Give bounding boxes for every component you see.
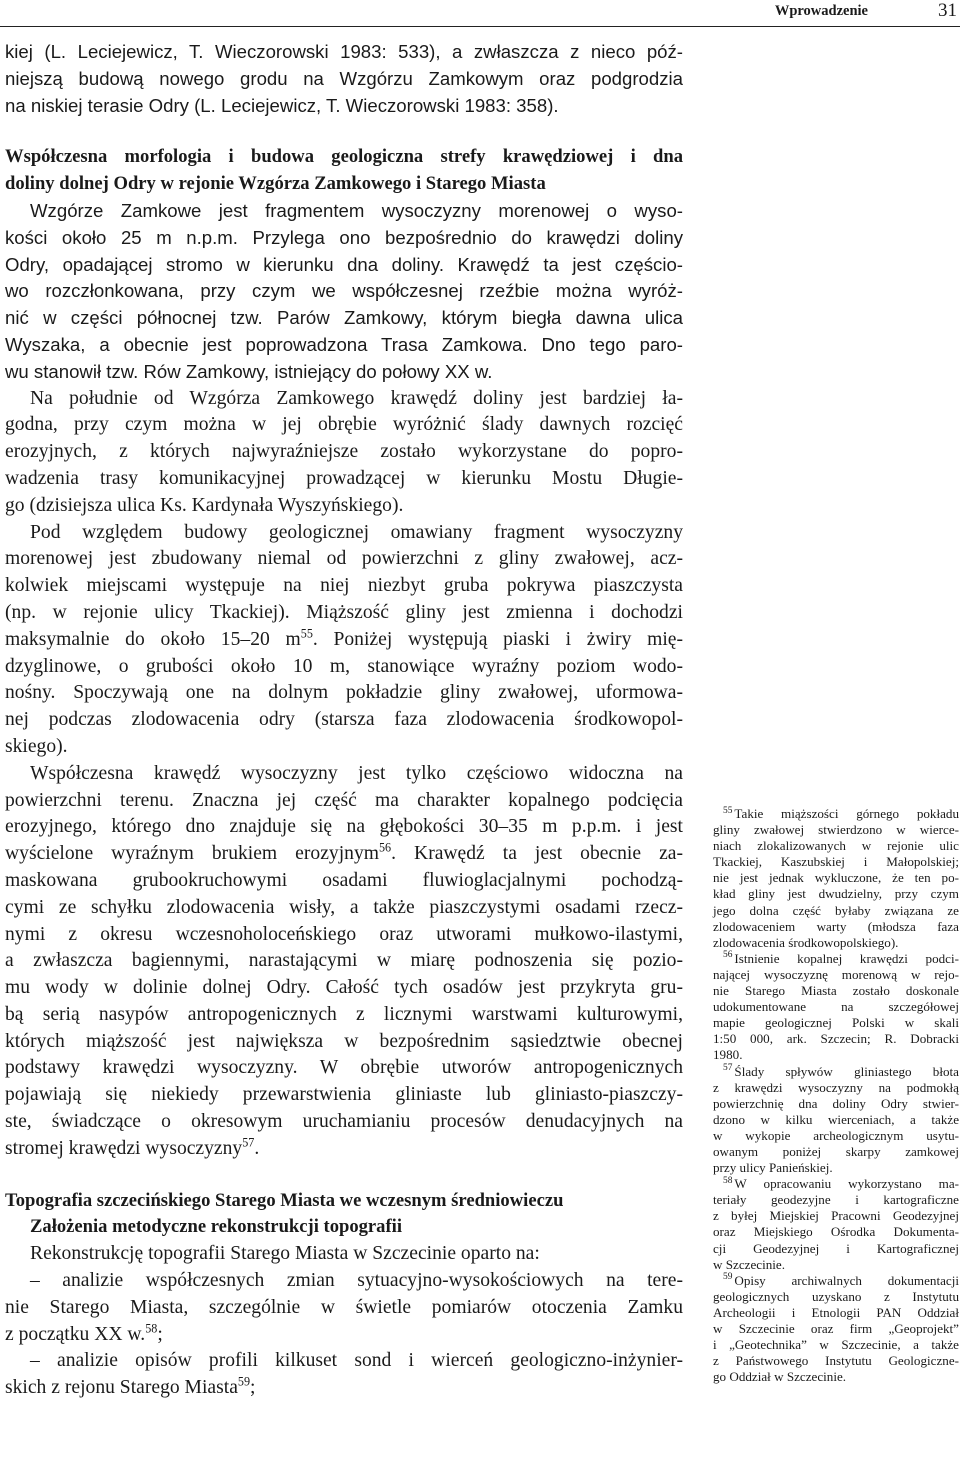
text-line: mu wody w dolinie dolnej Odry. Całość tych osadów jest przykryta gru- xyxy=(5,977,683,999)
text-line: nymi z okresu wczesnoholoceńskiego oraz utworami mułkowo-ilastymi, xyxy=(5,923,683,945)
text-line: pojawiają się niekiedy przewarstwienia gliniaste lub gliniasto-piaszczy- xyxy=(5,1084,683,1106)
footnote-line: go Oddział w Szczecinie. xyxy=(713,1369,847,1385)
footnote-line: nie jest jednak wykluczone, że ten po- xyxy=(713,870,959,886)
footnote-line xyxy=(713,1273,959,1289)
list-item-line xyxy=(5,1375,683,1402)
section-2-heading xyxy=(5,1188,683,1215)
list-item-line: – analizie współczesnych zmian sytuacyjno-wysokościowych na tere- xyxy=(30,1270,683,1292)
text-line: nej podczas zlodowacenia odry (starsza faza zlodowacenia środkowopol- xyxy=(5,709,683,731)
method-list xyxy=(5,1241,683,1402)
footnote-line: z krawędzi wysoczyzny na podmokłą xyxy=(713,1079,959,1095)
footnote-line: jego dolna część byłaby związana ze xyxy=(713,902,959,918)
footnote-number: 57 xyxy=(723,1063,733,1074)
text-line: kości około 25 m n.p.m. Przylega ono bezpośrednio do krawędzi doliny xyxy=(5,226,683,248)
text-line: kiej (L. Leciejewicz, T. Wieczorowski 1983: 533), a zwłaszcza z nieco póź- xyxy=(5,41,683,62)
text-line: erozyjnych, z których najwyraźniejsze zostało wykorzystane do popro- xyxy=(5,441,683,463)
footnote-line: cji Geodezyjnej i Kartograficznej xyxy=(713,1240,959,1256)
text-line: których miąższość jest największa w bezpośrednim sąsiedztwie obecnej xyxy=(5,1030,683,1052)
footnote-line: zlodowaceniem warty (młodsza faza xyxy=(713,918,959,934)
text-line xyxy=(5,627,683,654)
running-header xyxy=(0,0,960,27)
main-text-column xyxy=(5,39,683,1402)
text-segment: stromej krawędzi wysoczyzny xyxy=(5,1137,243,1159)
footnote-line xyxy=(713,806,959,822)
footnote-line: Tkackiej, Kaszubskiej i Małopolskiej; xyxy=(713,854,959,870)
text-line: erozyjnego, którego dno znajduje się na głębokości 30–35 m p.p.m. i jest xyxy=(5,816,683,838)
footnote-line: w Szczecinie. xyxy=(713,1256,785,1272)
footnote-line: owanym poniżej skarpy zamkowej xyxy=(713,1143,959,1159)
footnote-number: 55 xyxy=(723,805,733,816)
footnote-ref-56[interactable]: 56 xyxy=(378,840,392,855)
footnote-line: geologicznych uzyskano z Instytutu xyxy=(713,1288,959,1304)
text-line xyxy=(5,841,683,868)
footnote-59 xyxy=(713,1273,959,1386)
text-line: nośny. Spoczywają one na dolnym pokładzie gliny zwałowej, uformowa- xyxy=(5,682,683,704)
text-line: niejszą budową nowego grodu na Wzgórzu Zamkowym oraz podgrodzia xyxy=(5,67,683,89)
text-line: morenowej jest zbudowany niemal od powierzchni z gliny zwałowej, acz- xyxy=(5,548,683,570)
page-number: 31 xyxy=(938,0,957,21)
footnote-line: z Państwowego Instytutu Geologiczne- xyxy=(713,1353,959,1369)
text-line: Pod względem budowy geologicznej omawiany fragment wysoczyzny xyxy=(30,521,683,543)
text-segment: Ślady spływów gliniastego błota xyxy=(734,1063,959,1079)
footnote-ref-57[interactable]: 57 xyxy=(242,1135,255,1150)
text-segment: z początku XX w. xyxy=(5,1323,146,1345)
heading-line: doliny dolnej Odry w rejonie Wzgórza Zamkowego i Starego Miasta xyxy=(5,173,546,195)
text-line: skiego). xyxy=(5,735,68,757)
footnote-number: 59 xyxy=(723,1272,733,1283)
section-heading xyxy=(5,144,683,198)
text-line: Wzgórze Zamkowe jest fragmentem wysoczyzny morenowej o wyso- xyxy=(30,199,683,221)
footnote-line: teriały geodezyjne i kartograficzne xyxy=(713,1192,959,1208)
footnote-line: w wykopie archeologicznym usytu- xyxy=(713,1127,959,1143)
footnote-line: nie Starego Miasta zostało doskonale xyxy=(713,983,959,999)
text-segment: ; xyxy=(250,1377,256,1399)
footnote-line xyxy=(713,1176,959,1192)
text-segment: Takie miąższości górnego pokładu xyxy=(734,806,959,821)
footnote-line xyxy=(713,951,959,967)
footnote-ref-59[interactable]: 59 xyxy=(237,1374,251,1389)
text-line: ste, świadczące o okresowym uruchamianiu procesów denudacyjnych na xyxy=(5,1111,683,1133)
footnote-line: mapie geologicznej Polski w skali xyxy=(713,1015,959,1031)
running-header-title: Wprowadzenie xyxy=(774,3,868,19)
text-line: Współczesna krawędź wysoczyzny jest tylko częściowo widoczna na xyxy=(30,762,683,784)
text-line: godna, przy czym można w jej obrębie wyróżnić ślady dawnych rozcięć xyxy=(5,414,683,436)
heading-line: Topografia szczecińskiego Starego Miasta we wczesnym średniowieczu xyxy=(5,1189,564,1211)
text-line: dzyglinowe, o grubości około 10 m, stanowiące wyraźny poziom wodo- xyxy=(5,655,683,677)
text-line: kolwiek miejscami występuje na niej niezbyt gruba pokrywa piaszczysta xyxy=(5,575,683,597)
text-line: wo rozczłonkowana, przy czym we współczesnej rzeźbie można wyróż- xyxy=(5,280,683,302)
footnote-line: zlodowacenia środkowopolskiego). xyxy=(713,934,899,950)
text-line: wadzenia trasy komunikacyjnej prowadzącej w kierunku Mostu Długie- xyxy=(5,467,683,489)
footnote-58 xyxy=(713,1176,959,1273)
text-line: Wyszaka, a obecnie jest poprowadzona Trasa Zamkowa. Dno tego paro- xyxy=(5,333,683,355)
text-line: cymi ze schyłku zlodowacenia wisły, a także piaszczystymi osadami rzecz- xyxy=(5,896,683,918)
subheading-line: Założenia metodyczne rekonstrukcji topografii xyxy=(30,1216,403,1238)
text-line xyxy=(5,1136,683,1163)
footnote-line: powierzchnię dna doliny Odry stwier- xyxy=(713,1095,959,1111)
text-line: powierzchni terenu. Znaczna jej część ma charakter kopalnego podcięcia xyxy=(5,789,683,811)
section-2-subheading xyxy=(5,1214,683,1241)
footnote-line: przy ulicy Panieńskiej. xyxy=(713,1160,833,1176)
footnote-line: w Szczecinie oraz firm „Geoprojekt” xyxy=(713,1321,959,1336)
footnote-56 xyxy=(713,951,959,1064)
text-segment: W opracowaniu wykorzystano ma- xyxy=(734,1176,959,1192)
text-line: nić w części północnej tzw. Parów Zamkowy, którym biegła dawna ulica xyxy=(5,307,683,329)
text-line: maskowana grubookruchowymi osadami fluwioglacjalnymi pochodzą- xyxy=(5,869,683,891)
text-segment: Opisy archiwalnych dokumentacji xyxy=(734,1272,959,1288)
footnote-line: udokumentowane na szczegółowej xyxy=(713,999,959,1015)
footnote-ref-55[interactable]: 55 xyxy=(300,626,313,641)
footnote-line: oraz Miejskiego Ośrodka Dokumenta- xyxy=(713,1224,959,1240)
footnote-line: i „Geotechnika” w Szczecinie, a także xyxy=(713,1337,959,1353)
text-line: Odry, opadającej stromo w kierunku dna doliny. Krawędź ta jest częścio- xyxy=(5,253,683,275)
footnotes-column xyxy=(713,806,959,1385)
heading-line: Współczesna morfologia i budowa geologiczna strefy krawędziowej i dna xyxy=(5,146,683,168)
footnote-number: 56 xyxy=(723,950,733,961)
text-segment: . Krawędź ta jest obecnie za- xyxy=(391,843,684,865)
list-item-line: – analizie opisów profili kilkuset sond i wierceń geologiczno-inżynier- xyxy=(30,1350,683,1372)
paragraph-1 xyxy=(5,198,683,386)
footnote-ref-58[interactable]: 58 xyxy=(145,1321,158,1336)
paragraph-4 xyxy=(5,761,683,1163)
paragraph-2 xyxy=(5,386,683,520)
text-segment: skich z rejonu Starego Miasta xyxy=(5,1377,238,1399)
text-segment: maksymalnie do około 15–20 m xyxy=(5,628,301,650)
text-line: wu stanowił tzw. Rów Zamkowy, istniejący do połowy XX w. xyxy=(5,360,493,382)
text-segment: . xyxy=(254,1137,260,1159)
paragraph-3 xyxy=(5,520,683,761)
text-line: (np. w rejonie ulicy Tkackiej). Miąższość gliny jest zmienna i dochodzi xyxy=(5,601,683,623)
footnote-line xyxy=(713,1064,959,1080)
footnote-line: z byłej Miejskiej Pracowni Geodezyjnej xyxy=(713,1208,959,1224)
list-item-line: nie Starego Miasta, szczególnie w świetle pomiarów otoczenia Zamku xyxy=(5,1296,683,1318)
text-segment: ; xyxy=(157,1323,163,1345)
footnote-line: nającej wysoczyznę morenową w rejo- xyxy=(713,966,959,982)
text-line: go (dzisiejsza ulica Ks. Kardynała Wyszyńskiego). xyxy=(5,494,404,516)
footnote-line: niach zlokalizowanych w rejonie ulic xyxy=(713,838,959,854)
footnote-line: Archeologii i Etnologii PAN Oddział xyxy=(713,1304,959,1320)
footnote-line: kład gliny jest dwudzielny, przy czym xyxy=(713,886,959,902)
text-segment: wyścielone wyraźnym brukiem erozyjnym xyxy=(5,843,379,865)
footnote-line: dzono w kilku wierceniach, a także xyxy=(713,1111,959,1127)
text-line: podstawy krawędzi wysoczyzny. W obrębie utworów antropogenicznych xyxy=(5,1057,683,1079)
text-segment: . Poniżej występują piaski i żwiry mię- xyxy=(312,628,683,650)
text-line: bą serią nasypów antropogenicznych z licznymi warstwami kulturowymi, xyxy=(5,1003,683,1025)
text-line: a zwłaszcza bagiennymi, narastającymi w miarę podnoszenia się pozio- xyxy=(5,950,683,972)
text-line: Na południe od Wzgórza Zamkowego krawędź doliny jest bardziej ła- xyxy=(30,387,683,409)
footnote-57 xyxy=(713,1064,959,1177)
footnote-line: 1:50 000, ark. Szczecin; R. Dobracki xyxy=(713,1031,959,1047)
intro-paragraph xyxy=(5,39,683,119)
footnote-line: gliny zwałowej stwierdzono w wierce- xyxy=(713,822,959,838)
text-line: na niskiej terasie Odry (L. Leciejewicz, T. Wieczorowski 1983: 358). xyxy=(5,94,559,116)
list-item-line xyxy=(5,1322,683,1349)
footnote-55 xyxy=(713,806,959,951)
footnote-number: 58 xyxy=(723,1175,733,1186)
footnote-line: 1980. xyxy=(713,1047,743,1063)
text-segment: Istnienie kopalnej krawędzi podci- xyxy=(734,950,959,966)
list-intro: Rekonstrukcję topografii Starego Miasta w Szczecinie oparto na: xyxy=(30,1243,540,1265)
